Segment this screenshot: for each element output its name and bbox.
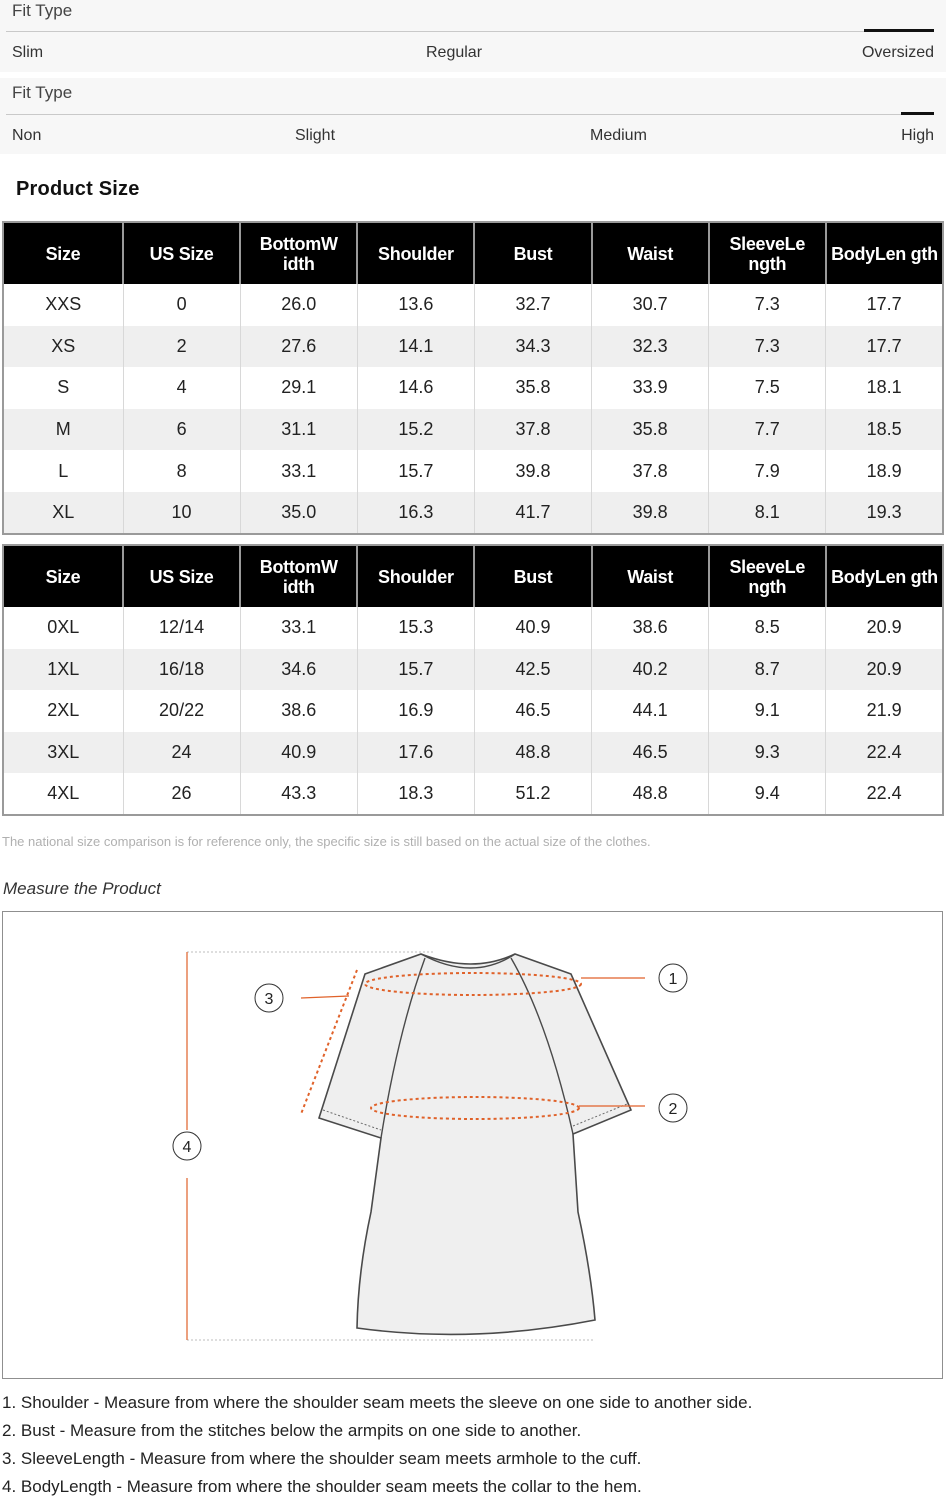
column-header: Shoulder (357, 222, 474, 284)
column-header: BottomW idth (240, 222, 357, 284)
column-header: SleeveLe ngth (709, 545, 826, 607)
column-header: BodyLen gth (826, 545, 943, 607)
table-cell: 16.3 (357, 492, 474, 534)
table-cell: 22.4 (826, 773, 943, 815)
table-cell: 8.5 (709, 607, 826, 649)
table-cell: 40.9 (474, 607, 591, 649)
fit-scale-track (6, 114, 934, 115)
table-cell: 0XL (3, 607, 123, 649)
table-cell: 4 (123, 367, 240, 409)
table-cell: 33.9 (592, 367, 709, 409)
table-cell: 15.3 (357, 607, 474, 649)
table-cell: 32.3 (592, 326, 709, 368)
table-row (3, 773, 943, 815)
table-cell: 48.8 (474, 732, 591, 774)
marker-2 (659, 1094, 687, 1122)
table-row (3, 326, 943, 368)
table-cell: 3XL (3, 732, 123, 774)
instruction-sleeve-length: 3. SleeveLength - Measure from where the shoulder seam meets armhole to the cuff. (2, 1449, 642, 1468)
table-cell: 33.1 (240, 450, 357, 492)
fit-option-medium: Medium (590, 127, 647, 144)
table-cell: 2XL (3, 690, 123, 732)
table-cell: 17.7 (826, 284, 943, 326)
table-cell: 19.3 (826, 492, 943, 534)
table-cell: 7.3 (709, 284, 826, 326)
fit-type-scale-1 (0, 0, 946, 72)
fit-option-non: Non (12, 127, 42, 144)
column-header: Bust (474, 222, 591, 284)
table-cell: XL (3, 492, 123, 534)
table-cell: 8.1 (709, 492, 826, 534)
table-row (3, 607, 943, 649)
column-header: Size (3, 545, 123, 607)
table-cell: 43.3 (240, 773, 357, 815)
table-cell: 32.7 (474, 284, 591, 326)
table-cell: 34.3 (474, 326, 591, 368)
column-header: US Size (123, 545, 240, 607)
table-cell: 16.9 (357, 690, 474, 732)
product-size-title: Product Size (16, 178, 140, 200)
table-cell: 40.2 (592, 649, 709, 691)
table-cell: 9.1 (709, 690, 826, 732)
table-cell: 26 (123, 773, 240, 815)
table-cell: 30.7 (592, 284, 709, 326)
table-row (3, 367, 943, 409)
table-cell: 41.7 (474, 492, 591, 534)
table-cell: 46.5 (474, 690, 591, 732)
table-cell: 37.8 (474, 409, 591, 451)
measurement-diagram (2, 911, 943, 1379)
table-cell: 7.5 (709, 367, 826, 409)
table-cell: 27.6 (240, 326, 357, 368)
table-cell: 48.8 (592, 773, 709, 815)
column-header: Waist (592, 545, 709, 607)
column-header: Shoulder (357, 545, 474, 607)
marker-3-label: 3 (264, 991, 274, 1008)
marker-1 (659, 964, 687, 992)
table-cell: 12/14 (123, 607, 240, 649)
table-cell: 35.8 (474, 367, 591, 409)
table-cell: 31.1 (240, 409, 357, 451)
table-cell: 9.4 (709, 773, 826, 815)
table-cell: 0 (123, 284, 240, 326)
tshirt-icon (319, 954, 631, 1334)
table-cell: 8 (123, 450, 240, 492)
marker-1-label: 1 (668, 971, 678, 988)
table-cell: 34.6 (240, 649, 357, 691)
column-header: Bust (474, 545, 591, 607)
table-cell: 17.6 (357, 732, 474, 774)
column-header: Waist (592, 222, 709, 284)
fit-selected-marker (901, 112, 934, 115)
table-cell: 18.3 (357, 773, 474, 815)
instruction-bust: 2. Bust - Measure from the stitches below the armpits on one side to another. (2, 1421, 582, 1440)
table-row (3, 450, 943, 492)
marker-3 (255, 984, 283, 1012)
fit-option-regular: Regular (426, 44, 483, 61)
table-cell: 17.7 (826, 326, 943, 368)
table-cell: 6 (123, 409, 240, 451)
column-header: BottomW idth (240, 545, 357, 607)
table-cell: 2 (123, 326, 240, 368)
table-cell: XXS (3, 284, 123, 326)
fit-option-high: High (901, 127, 934, 144)
table-cell: 9.3 (709, 732, 826, 774)
column-header: BodyLen gth (826, 222, 943, 284)
fit-type-title: Fit Type (12, 83, 73, 102)
table-cell: 1XL (3, 649, 123, 691)
fit-scale-track (6, 31, 934, 32)
table-cell: 10 (123, 492, 240, 534)
table-cell: 20.9 (826, 649, 943, 691)
table-cell: 21.9 (826, 690, 943, 732)
column-header: SleeveLe ngth (709, 222, 826, 284)
table-cell: 14.6 (357, 367, 474, 409)
table-cell: 38.6 (592, 607, 709, 649)
size-table-plus (2, 544, 944, 816)
table-cell: 4XL (3, 773, 123, 815)
table-cell: 37.8 (592, 450, 709, 492)
table-cell: 7.9 (709, 450, 826, 492)
table-cell: 51.2 (474, 773, 591, 815)
table-cell: 33.1 (240, 607, 357, 649)
table-cell: 16/18 (123, 649, 240, 691)
fit-option-oversized: Oversized (861, 44, 934, 61)
tshirt-diagram-svg (3, 912, 944, 1380)
table-cell: 20.9 (826, 607, 943, 649)
table-cell: 18.9 (826, 450, 943, 492)
table-header-row (3, 545, 943, 607)
fit-type-scale-2 (0, 78, 946, 154)
marker-4-label: 4 (182, 1139, 192, 1156)
column-header: Size (3, 222, 123, 284)
table-cell: 24 (123, 732, 240, 774)
table-cell: 44.1 (592, 690, 709, 732)
table-cell: S (3, 367, 123, 409)
table-cell: 22.4 (826, 732, 943, 774)
table-cell: 7.3 (709, 326, 826, 368)
table-cell: 15.7 (357, 450, 474, 492)
table-row (3, 649, 943, 691)
table-cell: 7.7 (709, 409, 826, 451)
table-cell: 35.0 (240, 492, 357, 534)
column-header: US Size (123, 222, 240, 284)
marker-4 (173, 1132, 201, 1160)
table-row (3, 690, 943, 732)
table-cell: 42.5 (474, 649, 591, 691)
table-cell: 8.7 (709, 649, 826, 691)
table-cell: 29.1 (240, 367, 357, 409)
table-cell: 38.6 (240, 690, 357, 732)
table-cell: XS (3, 326, 123, 368)
table-cell: 46.5 (592, 732, 709, 774)
table-cell: 15.2 (357, 409, 474, 451)
sleeve-pointer-line (301, 996, 349, 998)
fit-option-slim: Slim (12, 44, 44, 61)
measure-product-title: Measure the Product (3, 879, 161, 898)
table-cell: 39.8 (592, 492, 709, 534)
table-cell: 18.1 (826, 367, 943, 409)
table-cell: 40.9 (240, 732, 357, 774)
table-row (3, 284, 943, 326)
instruction-body-length: 4. BodyLength - Measure from where the shoulder seam meets the collar to the hem. (2, 1477, 642, 1496)
table-header-row (3, 222, 943, 284)
size-reference-note: The national size comparison is for reference only, the specific size is still based on the actual size of the clothes. (2, 834, 651, 849)
fit-type-title: Fit Type (12, 1, 73, 20)
table-cell: 35.8 (592, 409, 709, 451)
marker-2-label: 2 (668, 1101, 678, 1118)
size-table-regular (2, 221, 944, 535)
table-cell: M (3, 409, 123, 451)
table-cell: L (3, 450, 123, 492)
table-cell: 20/22 (123, 690, 240, 732)
fit-selected-marker (864, 29, 934, 32)
table-cell: 15.7 (357, 649, 474, 691)
table-cell: 14.1 (357, 326, 474, 368)
table-row (3, 492, 943, 534)
instruction-shoulder: 1. Shoulder - Measure from where the shoulder seam meets the sleeve on one side to another side. (2, 1393, 753, 1412)
table-cell: 18.5 (826, 409, 943, 451)
table-cell: 39.8 (474, 450, 591, 492)
table-cell: 13.6 (357, 284, 474, 326)
table-row (3, 732, 943, 774)
fit-option-slight: Slight (295, 127, 336, 144)
table-cell: 26.0 (240, 284, 357, 326)
table-row (3, 409, 943, 451)
